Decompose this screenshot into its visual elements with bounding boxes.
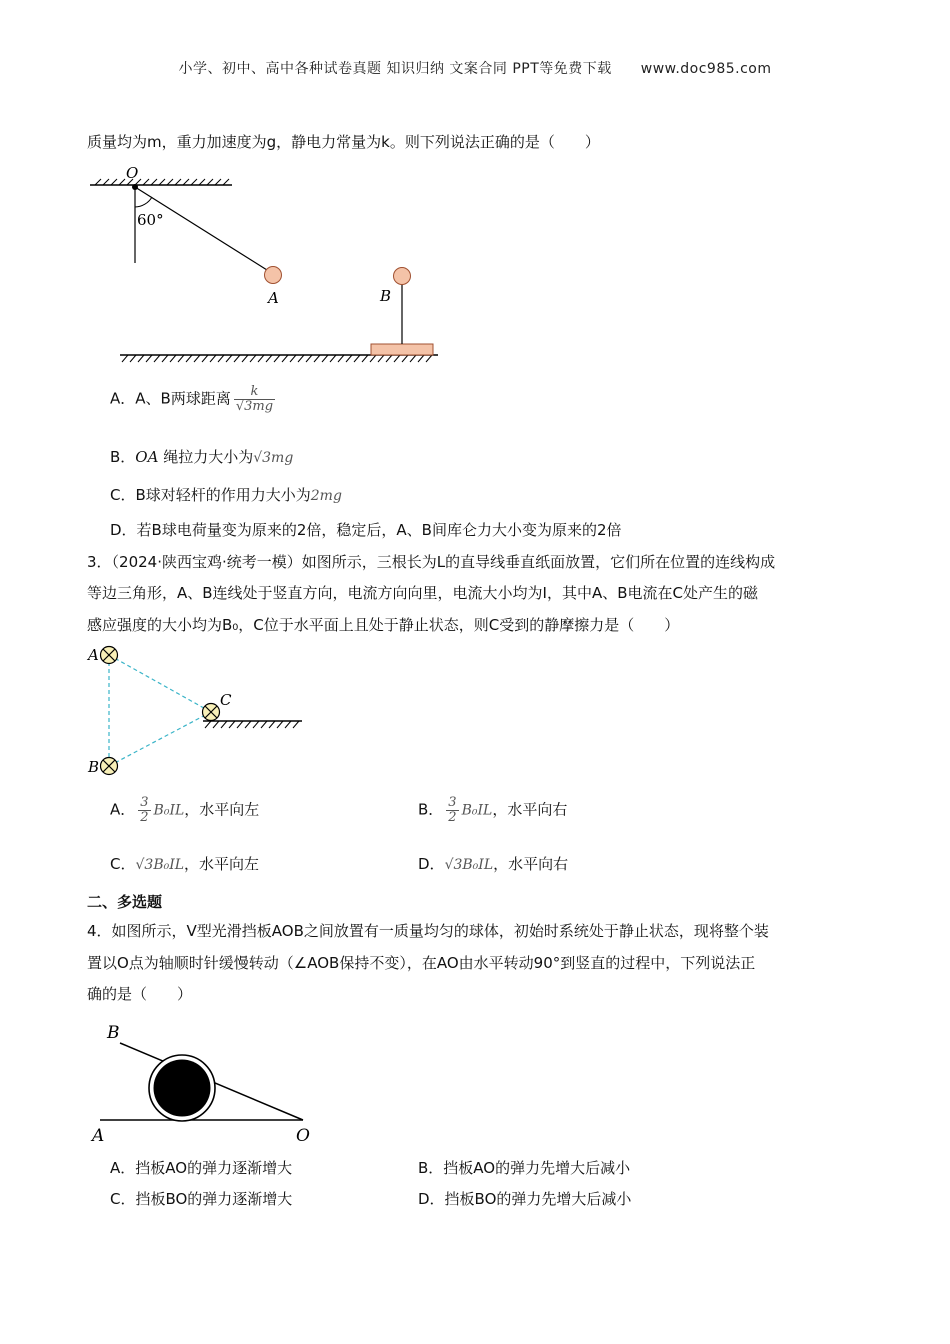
q3-line-1: 3．（2024·陕西宝鸡·统考一模）如图所示，三根长为L的直导线垂直纸面放置，它们所在位置的连线构成 <box>87 553 776 571</box>
q2-option-c[interactable]: C．B球对轻杆的作用力大小为2mg <box>110 486 342 504</box>
label-a: A <box>88 646 99 664</box>
label-a: A <box>268 289 279 307</box>
q3-option-b[interactable]: B． $\frac{3}{2}$ B₀IL，水平向右 <box>418 795 568 825</box>
label-a: A <box>92 1126 105 1146</box>
q3-line-3: 感应强度的大小均为B₀，C位于水平面上且处于静止状态，则C受到的静摩擦力是（ ） <box>87 616 680 634</box>
q4-option-c[interactable]: C．挡板BO的弹力逐渐增大 <box>110 1190 293 1208</box>
header-url[interactable]: www.doc985.com <box>640 61 772 77</box>
q2-a-numerator: k <box>234 385 275 400</box>
q2-a-denominator: √3mg <box>235 398 274 414</box>
label-c: C <box>220 691 232 709</box>
label-b: B <box>380 287 392 305</box>
q2-option-d[interactable]: D．若B球电荷量变为原来的2倍，稳定后，A、B间库仑力大小变为原来的2倍 <box>110 521 622 539</box>
label-60: 60° <box>137 211 164 229</box>
q4-line-1: 4．如图所示，V型光滑挡板AOB之间放置有一质量均匀的球体，初始时系统处于静止状态，现将整个装 <box>87 922 769 940</box>
q3-line-2: 等边三角形，A、B连线处于竖直方向，电流方向向里，电流大小均为I，其中A、B电流在C处产生的磁 <box>87 584 759 602</box>
sphere <box>154 1060 211 1117</box>
q3-option-c[interactable]: C．√3B₀IL，水平向左 <box>110 855 260 873</box>
section-title-multiple-choice: 二、多选题 <box>87 893 163 911</box>
label-o: O <box>296 1126 310 1146</box>
q3-option-a[interactable]: A． $\frac{3}{2}$ B₀IL，水平向左 <box>110 795 260 825</box>
q4-line-2: 置以O点为轴顺时针缓慢转动（∠AOB保持不变），在AO由水平转动90°到竖直的过程中，下列说法正 <box>87 954 756 972</box>
q2-c-math: 2mg <box>310 488 342 504</box>
header-slogan: 小学、初中、高中各种试卷真题 知识归纳 文案合同 PPT等免费下载 <box>178 61 612 77</box>
q4-option-b[interactable]: B．挡板AO的弹力先增大后减小 <box>418 1159 631 1177</box>
q2-option-b[interactable]: B．OA 绳拉力大小为√3mg <box>110 448 294 466</box>
q2-b-math: √3mg <box>253 450 294 466</box>
q4-line-3: 确的是（ ） <box>87 985 193 1003</box>
label-o: O <box>126 164 139 182</box>
q4-option-a[interactable]: A．挡板AO的弹力逐渐增大 <box>110 1159 293 1177</box>
q4-option-d[interactable]: D．挡板BO的弹力先增大后减小 <box>418 1190 632 1208</box>
q2-intro: 质量均为m，重力加速度为g，静电力常量为k。则下列说法正确的是（ ） <box>87 133 600 151</box>
label-b: B <box>107 1023 120 1043</box>
q2-option-a[interactable]: A．A、B两球距离 $\frac{k}{√3mg}$ <box>110 384 274 414</box>
q3-option-d[interactable]: D．√3B₀IL，水平向右 <box>418 855 569 873</box>
label-b: B <box>88 758 100 776</box>
